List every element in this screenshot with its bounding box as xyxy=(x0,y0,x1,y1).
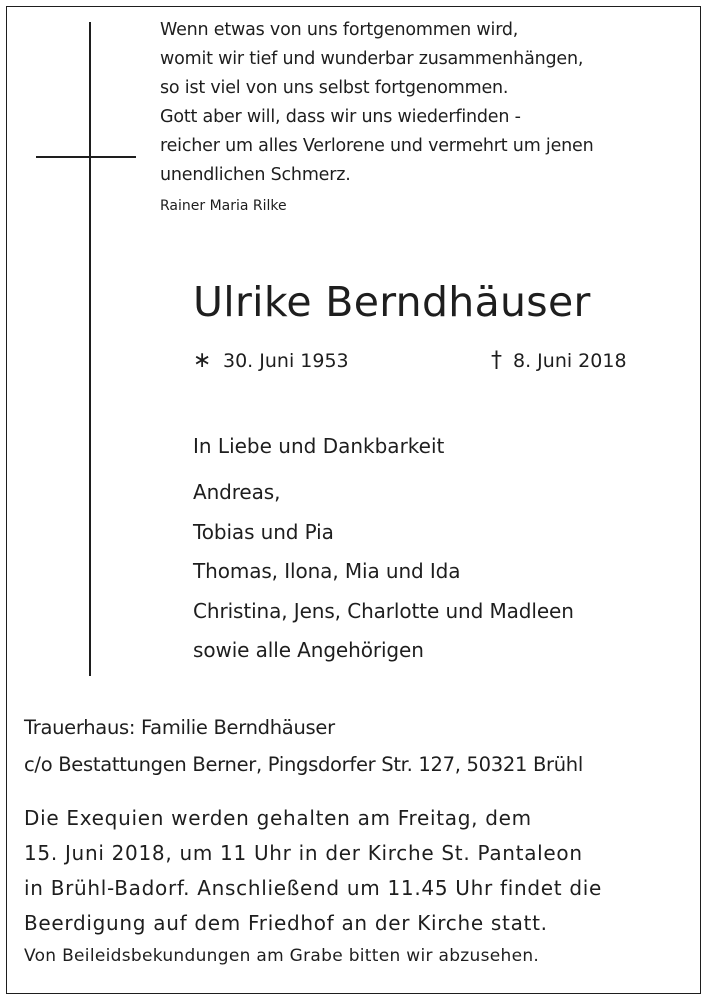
condolence-note: Von Beileidsbekundungen am Grabe bitten wir abzusehen. xyxy=(24,946,540,966)
poem-line: Wenn etwas von uns fortgenommen wird, xyxy=(160,20,519,40)
poem-line: reicher um alles Verlorene und vermehrt um jenen xyxy=(160,136,594,156)
mourner-line: Tobias und Pia xyxy=(193,519,334,544)
funeral-line: Die Exequien werden gehalten am Freitag, dem xyxy=(24,806,532,830)
poem-author: Rainer Maria Rilke xyxy=(160,198,287,214)
mourner-line: Thomas, Ilona, Mia und Ida xyxy=(193,559,461,583)
death-date: 8. Juni 2018 xyxy=(513,350,627,372)
poem-line: unendlichen Schmerz. xyxy=(160,165,351,185)
cross-icon-vertical-bar xyxy=(89,22,91,676)
deceased-name: Ulrike Berndhäuser xyxy=(193,278,591,326)
birth-date-group xyxy=(193,348,349,373)
mourner-line: sowie alle Angehörigen xyxy=(193,638,424,662)
address-line: c/o Bestattungen Berner, Pingsdorfer Str. 127, 50321 Brühl xyxy=(24,753,583,776)
asterisk-birth-icon: ∗ xyxy=(193,348,212,373)
poem-line: so ist viel von uns selbst fortgenommen. xyxy=(160,78,509,98)
death-date-group xyxy=(491,348,627,373)
cross-icon-horizontal-bar xyxy=(36,156,136,158)
funeral-line: Beerdigung auf dem Friedhof an der Kirche statt. xyxy=(24,911,548,935)
dedication-text: In Liebe und Dankbarkeit xyxy=(193,434,445,458)
dagger-death-icon: † xyxy=(491,348,502,373)
address-line: Trauerhaus: Familie Berndhäuser xyxy=(24,716,335,739)
funeral-line: in Brühl-Badorf. Anschließend um 11.45 Uhr findet die xyxy=(24,876,603,900)
funeral-details xyxy=(24,801,694,941)
mourning-house-address xyxy=(24,709,694,783)
funeral-line: 15. Juni 2018, um 11 Uhr in der Kirche St. Pantaleon xyxy=(24,841,583,865)
life-dates xyxy=(193,348,653,378)
mourner-line: Christina, Jens, Charlotte und Madleen xyxy=(193,598,574,623)
birth-date: 30. Juni 1953 xyxy=(223,350,349,372)
mourner-line: Andreas, xyxy=(193,480,281,504)
mourners-section xyxy=(193,427,693,671)
poem-line: Gott aber will, dass wir uns wiederfinden - xyxy=(160,107,521,127)
memorial-poem xyxy=(160,16,700,216)
poem-line: womit wir tief und wunderbar zusammenhängen, xyxy=(160,49,584,69)
